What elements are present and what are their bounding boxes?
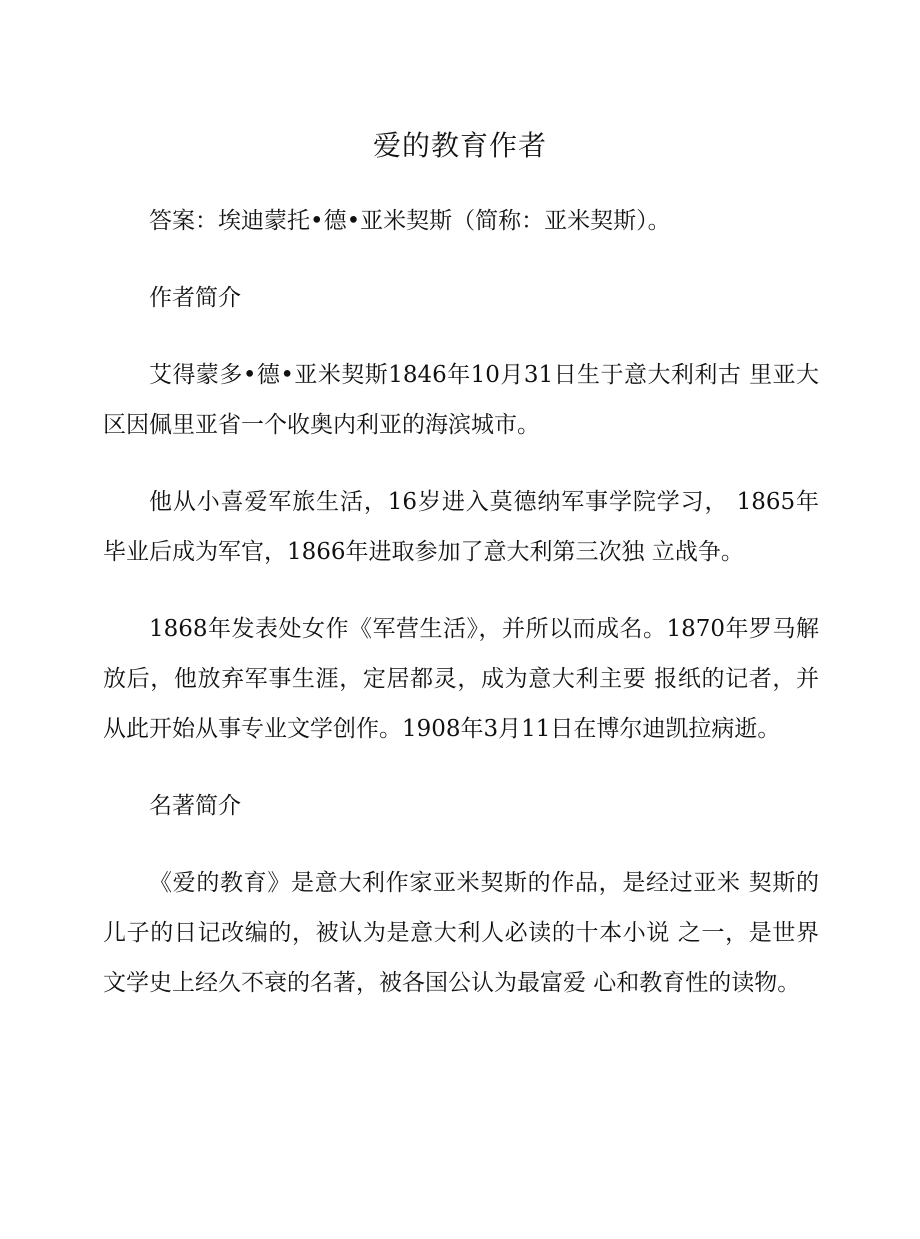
author-paragraph-career: 1868年发表处女作《军营生活》，并所以而成名。1870年罗马解放后，他放弃军事生涯，定居都灵，成为意大利主要 报纸的记者，并从此开始从事专业文学创作。1908年3月11日在博尔迪凯拉病逝。	[103, 616, 819, 742]
page-title: 爱的教育作者	[372, 129, 547, 162]
document-body	[103, 196, 819, 1035]
author-section-heading: 作者简介	[149, 285, 241, 311]
book-section-heading: 名著简介	[149, 793, 241, 819]
author-paragraph-military: 他从小喜爱军旅生活，16岁进入莫德纳军事学院学习， 1865年毕业后成为军官，1866年进取参加了意大利第三次独 立战争。	[103, 489, 819, 565]
book-paragraph: 《爱的教育》是意大利作家亚米契斯的作品，是经过亚米 契斯的儿子的日记改编的，被认为是意大利人必读的十本小说 之一，是世界文学史上经久不衰的名著，被各国公认为最富爱 心和教育性的读物。	[103, 870, 819, 996]
author-paragraph-birth: 艾得蒙多•德•亚米契斯1846年10月31日生于意大利利古 里亚大区因佩里亚省一个收奥内利亚的海滨城市。	[103, 362, 819, 438]
answer-paragraph: 答案：埃迪蒙托•德•亚米契斯（简称：亚米契斯）。	[149, 208, 671, 234]
